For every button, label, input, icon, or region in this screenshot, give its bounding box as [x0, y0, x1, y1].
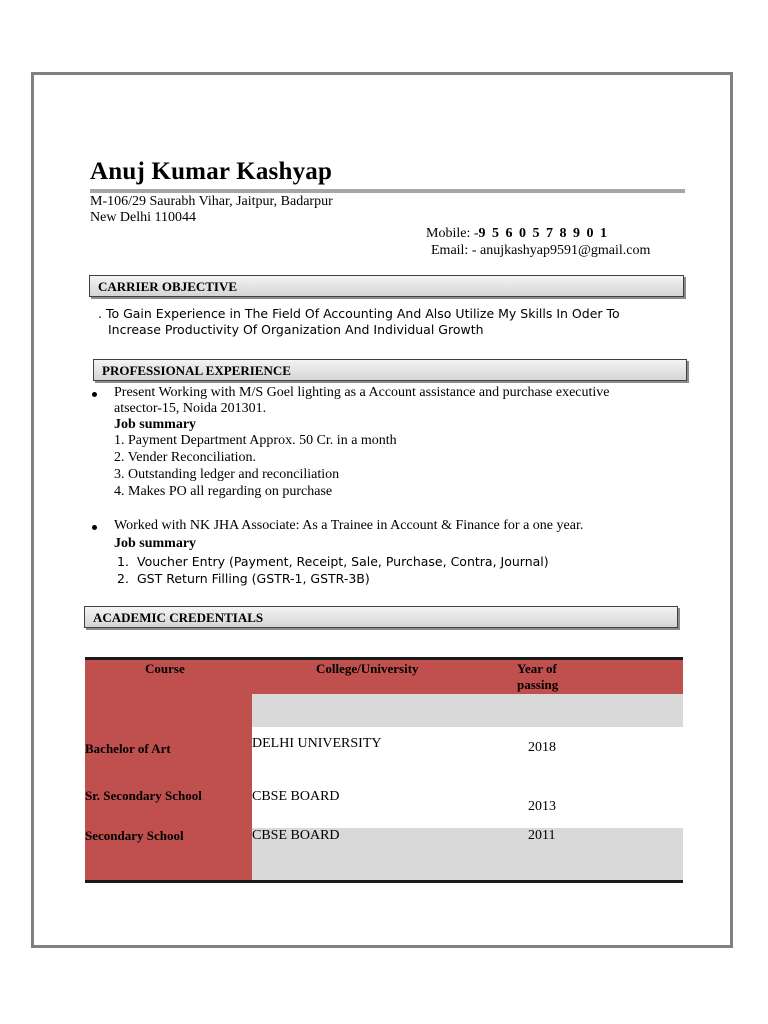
job-2-item: Voucher Entry (Payment, Receipt, Sale, Purchase, Contra, Journal) [137, 554, 549, 569]
objective-line-2: Increase Productivity Of Organization And Individual Growth [108, 322, 484, 337]
academics-heading: ACADEMIC CREDENTIALS [84, 606, 678, 628]
address-line-2: New Delhi 110044 [90, 210, 197, 225]
job-1-item: 1. Payment Department Approx. 50 Cr. in a month [114, 433, 397, 448]
job-1-item: 4. Makes PO all regarding on purchase [114, 484, 333, 499]
job-2-item: GST Return Filling (GSTR-1, GSTR-3B) [137, 571, 370, 586]
job-2-summary-label: Job summary [114, 536, 197, 551]
table-cell-college: CBSE BOARD [252, 789, 340, 804]
job-1-line-2: atsector-15, Noida 201301. [114, 401, 267, 416]
job-1-summary-label: Job summary [114, 417, 197, 432]
table-cell-year: 2018 [528, 740, 556, 755]
objective-heading: CARRIER OBJECTIVE [89, 275, 684, 297]
mobile-value: 9 5 6 0 5 7 8 9 0 1 [478, 226, 609, 241]
candidate-name: Anuj Kumar Kashyap [90, 158, 333, 185]
academic-table [85, 657, 683, 883]
job-2-item-number: 1. [117, 554, 129, 569]
table-cell-college: DELHI UNIVERSITY [252, 736, 382, 751]
email-line [431, 243, 650, 259]
column-header-college: College/University [316, 661, 419, 676]
table-cell-year: 2013 [528, 799, 556, 814]
name-underline [90, 189, 685, 193]
address-line-1: M-106/29 Saurabh Vihar, Jaitpur, Badarpur [90, 194, 333, 209]
column-header-year: Year of [517, 661, 557, 676]
column-header-year-2: passing [517, 677, 559, 692]
job-2-line-1: Worked with NK JHA Associate: As a Trainee in Account & Finance for a one year. [114, 518, 584, 533]
email-value: anujkashyap9591@gmail.com [480, 243, 651, 258]
bullet-job-2 [92, 525, 97, 530]
table-bottom-rule [85, 880, 683, 883]
bullet-job-1 [92, 392, 97, 397]
job-1-line-1: Present Working with M/S Goel lighting as a Account assistance and purchase executive [114, 385, 610, 400]
experience-heading: PROFESSIONAL EXPERIENCE [93, 359, 687, 381]
table-cell-course: Secondary School [85, 828, 184, 843]
table-cell-course: Sr. Secondary School [85, 788, 202, 803]
mobile-line [426, 226, 609, 242]
table-shaded-band [252, 694, 683, 727]
email-label: Email: - [431, 243, 480, 258]
table-cell-course: Bachelor of Art [85, 741, 171, 756]
mobile-label: Mobile: - [426, 226, 479, 241]
column-header-course: Course [145, 661, 185, 676]
objective-line-1: . To Gain Experience in The Field Of Accounting And Also Utilize My Skills In Oder To [98, 306, 620, 321]
job-1-item: 3. Outstanding ledger and reconciliation [114, 467, 340, 482]
table-cell-college: CBSE BOARD [252, 828, 340, 843]
table-cell-year: 2011 [528, 828, 556, 843]
job-1-item: 2. Vender Reconciliation. [114, 450, 257, 465]
job-2-item-number: 2. [117, 571, 129, 586]
